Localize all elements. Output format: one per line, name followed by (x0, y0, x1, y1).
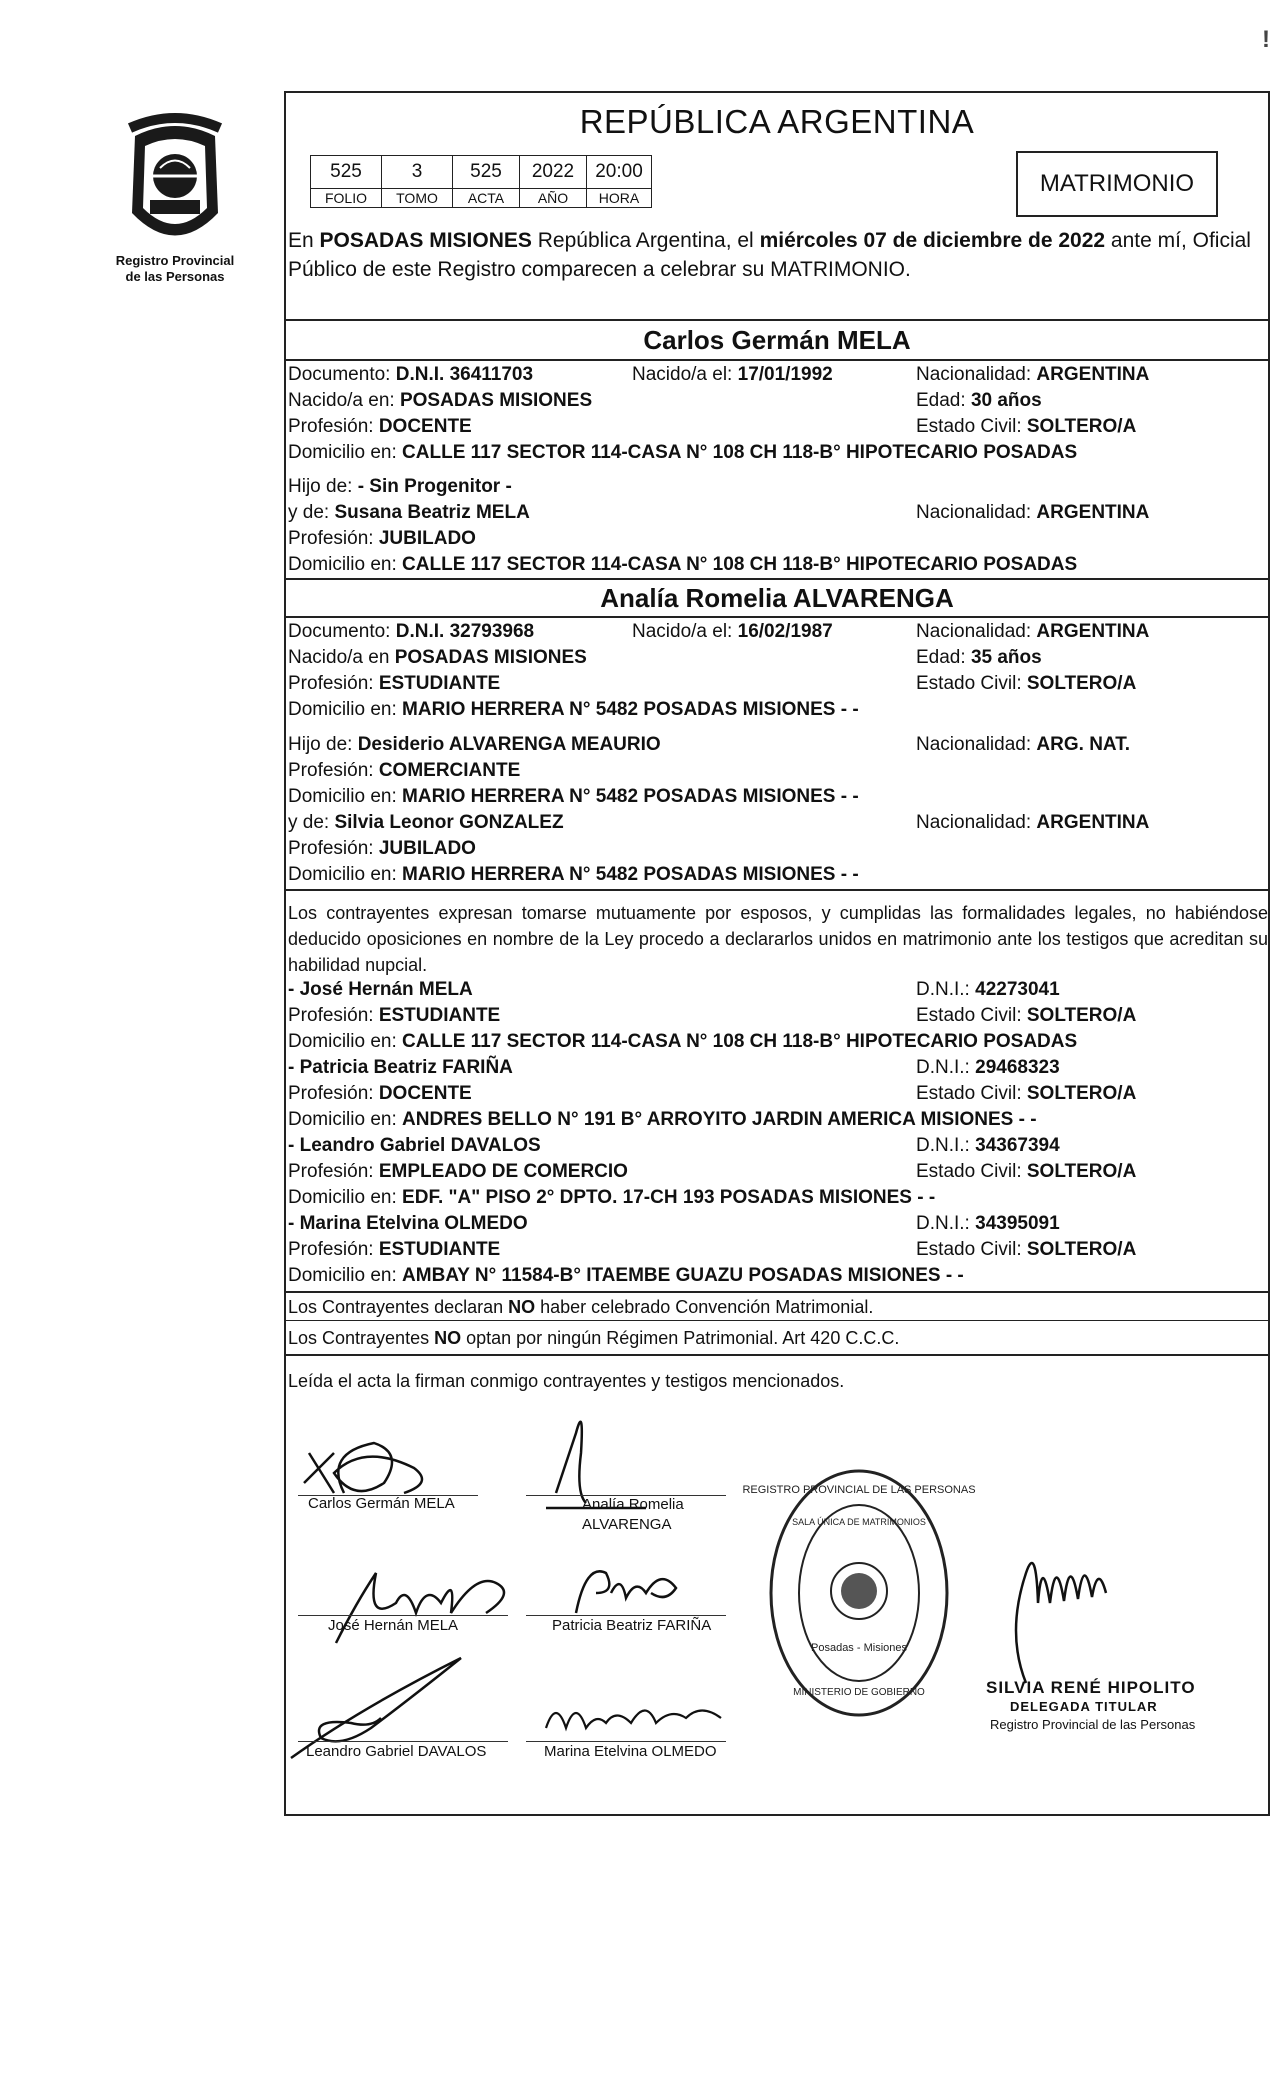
witness1-profession: Profesión: ESTUDIANTE (288, 1005, 501, 1026)
spouse2-father-profession: Profesión: COMERCIANTE (288, 760, 521, 781)
svg-text:Posadas - Misiones: Posadas - Misiones (811, 1642, 907, 1654)
officer-role: DELEGADA TITULAR (1010, 1699, 1158, 1714)
spouse1-father: Hijo de: - Sin Progenitor - (288, 476, 512, 497)
witness3-dni: D.N.I.: 34367394 (916, 1135, 1060, 1156)
divider (286, 1320, 1268, 1321)
country-title: REPÚBLICA ARGENTINA (579, 103, 975, 140)
year-value: 2022 (520, 156, 587, 189)
spouse2-father-address: Domicilio en: MARIO HERRERA N° 5482 POSADAS MISIONES - - (288, 786, 859, 807)
witness4-address: Domicilio en: AMBAY N° 11584-B° ITAEMBE GUAZU POSADAS MISIONES - - (288, 1265, 964, 1286)
page-edge-mark: ! (1262, 26, 1270, 53)
witness1-dni: D.N.I.: 42273041 (916, 979, 1060, 1000)
divider (286, 578, 1268, 580)
declaration-text: Los contrayentes expresan tomarse mutuamente por esposos, y cumplidas las formalidades legales, no habiéndose deducido oposiciones en nombre de la Ley procedo a declararlos unidos en matrimonio ante los testigos que acreditan su habilidad nupcial. (288, 903, 1268, 975)
witness4-civil-status: Estado Civil: SOLTERO/A (916, 1239, 1137, 1260)
registry-seal-icon (742, 1463, 976, 1723)
signer-2: Analía Romelia ALVARENGA (582, 1496, 684, 1533)
witness2-profession: Profesión: DOCENTE (288, 1083, 472, 1104)
spouse1-age: Edad: 30 años (916, 390, 1042, 411)
spouse2-father-nationality: Nacionalidad: ARG. NAT. (916, 734, 1131, 755)
folio-value: 525 (311, 156, 382, 189)
witness1-civil-status: Estado Civil: SOLTERO/A (916, 1005, 1137, 1026)
witness1-name: - José Hernán MELA (288, 979, 473, 1000)
signature-officer (966, 1513, 1136, 1693)
divider (286, 889, 1268, 891)
divider (286, 319, 1268, 321)
witness4-dni: D.N.I.: 34395091 (916, 1213, 1060, 1234)
folio-label: FOLIO (311, 189, 382, 208)
spouse1-mother-nationality: Nacionalidad: ARGENTINA (916, 502, 1150, 523)
svg-text:REGISTRO PROVINCIAL DE LAS PER: REGISTRO PROVINCIAL DE LAS PERSONAS (742, 1484, 976, 1496)
witness2-address: Domicilio en: ANDRES BELLO N° 191 B° ARROYITO JARDIN AMERICA MISIONES - - (288, 1109, 1037, 1130)
officer-name: SILVIA RENÉ HIPOLITO (986, 1678, 1196, 1697)
witness2-dni: D.N.I.: 29468323 (916, 1057, 1060, 1078)
witness3-name: - Leandro Gabriel DAVALOS (288, 1135, 541, 1156)
registry-logo (100, 118, 250, 285)
spouse2-document: Documento: D.N.I. 32793968 (288, 621, 535, 642)
registry-name-1: Registro Provincial (115, 253, 235, 268)
signer-6: Marina Etelvina OLMEDO (544, 1743, 717, 1760)
signature-jose-mela (326, 1543, 526, 1653)
signature-line (298, 1741, 508, 1742)
hour-value: 20:00 (587, 156, 652, 189)
intro-text: En POSADAS MISIONES República Argentina, el miércoles 07 de diciembre de 2022 ante mí, Oficial Público de este Registro comparecen a celebrar su MATRIMONIO. (288, 229, 1251, 281)
divider (286, 1291, 1268, 1293)
spouse1-name: Carlos Germán MELA (643, 325, 911, 355)
record-cells (310, 155, 652, 208)
officer-organization: Registro Provincial de las Personas (990, 1717, 1196, 1732)
signer-1: Carlos Germán MELA (308, 1495, 455, 1512)
signature-marina-olmedo (536, 1688, 736, 1748)
witness3-profession: Profesión: EMPLEADO DE COMERCIO (288, 1161, 628, 1182)
hour-label: HORA (587, 189, 652, 208)
signer-5: Leandro Gabriel DAVALOS (306, 1743, 487, 1760)
registry-name-2: de las Personas (125, 269, 225, 284)
spouse2-mother-nationality: Nacionalidad: ARGENTINA (916, 812, 1150, 833)
spouse1-mother-profession: Profesión: JUBILADO (288, 528, 476, 549)
property-regime-statement: Los Contrayentes NO optan por ningún Régimen Patrimonial. Art 420 C.C.C. (288, 1328, 900, 1348)
spouse2-profession: Profesión: ESTUDIANTE (288, 673, 501, 694)
spouse1-civil-status: Estado Civil: SOLTERO/A (916, 416, 1137, 437)
spouse2-nationality: Nacionalidad: ARGENTINA (916, 621, 1150, 642)
acta-label: ACTA (453, 189, 520, 208)
witness4-name: - Marina Etelvina OLMEDO (288, 1213, 528, 1234)
provincial-emblem-icon (120, 118, 230, 253)
witness2-name: - Patricia Beatriz FARIÑA (288, 1057, 513, 1078)
divider (286, 359, 1268, 361)
divider (286, 1354, 1268, 1356)
signature-line (526, 1615, 726, 1616)
witness3-address: Domicilio en: EDF. "A" PISO 2° DPTO. 17-CH 193 POSADAS MISIONES - - (288, 1187, 936, 1208)
tomo-value: 3 (382, 156, 453, 189)
spouse2-civil-status: Estado Civil: SOLTERO/A (916, 673, 1137, 694)
spouse2-age: Edad: 35 años (916, 647, 1042, 668)
spouse1-profession: Profesión: DOCENTE (288, 416, 472, 437)
spouse1-document: Documento: D.N.I. 36411703 (288, 364, 534, 385)
spouse2-born: Nacido/a el: 16/02/1987 (632, 621, 833, 642)
spouse1-mother-address: Domicilio en: CALLE 117 SECTOR 114-CASA N° 108 CH 118-B° HIPOTECARIO POSADAS (288, 554, 1078, 575)
spouse2-mother: y de: Silvia Leonor GONZALEZ (288, 812, 564, 833)
spouse1-born: Nacido/a el: 17/01/1992 (632, 364, 833, 385)
acta-value: 525 (453, 156, 520, 189)
signature-line (526, 1741, 726, 1742)
witness1-address: Domicilio en: CALLE 117 SECTOR 114-CASA N° 108 CH 118-B° HIPOTECARIO POSADAS (288, 1031, 1078, 1052)
witness3-civil-status: Estado Civil: SOLTERO/A (916, 1161, 1137, 1182)
svg-text:SALA ÚNICA DE MATRIMONIOS: SALA ÚNICA DE MATRIMONIOS (792, 1517, 926, 1527)
spouse2-father: Hijo de: Desiderio ALVARENGA MEAURIO (288, 734, 661, 755)
year-label: AÑO (520, 189, 587, 208)
divider (286, 616, 1268, 618)
convention-statement: Los Contrayentes declaran NO haber celebrado Convención Matrimonial. (288, 1297, 874, 1317)
signer-3: José Hernán MELA (328, 1617, 459, 1634)
witness2-civil-status: Estado Civil: SOLTERO/A (916, 1083, 1137, 1104)
spouse2-name: Analía Romelia ALVARENGA (600, 583, 954, 613)
svg-text:MINISTERIO DE GOBIERNO: MINISTERIO DE GOBIERNO (793, 1687, 925, 1698)
spouse2-mother-profession: Profesión: JUBILADO (288, 838, 476, 859)
certificate-frame (284, 91, 1270, 1816)
signature-patricia-farina (566, 1553, 696, 1623)
spouse2-mother-address: Domicilio en: MARIO HERRERA N° 5482 POSADAS MISIONES - - (288, 864, 859, 885)
spouse2-address: Domicilio en: MARIO HERRERA N° 5482 POSADAS MISIONES - - (288, 699, 859, 720)
spouse1-address: Domicilio en: CALLE 117 SECTOR 114-CASA N° 108 CH 118-B° HIPOTECARIO POSADAS (288, 442, 1078, 463)
tomo-label: TOMO (382, 189, 453, 208)
spouse1-birthplace: Nacido/a en: POSADAS MISIONES (288, 390, 593, 411)
spouse1-nationality: Nacionalidad: ARGENTINA (916, 364, 1150, 385)
closing-text: Leída el acta la firman conmigo contrayentes y testigos mencionados. (288, 1371, 845, 1391)
record-type: MATRIMONIO (1016, 151, 1218, 217)
signer-4: Patricia Beatriz FARIÑA (552, 1617, 712, 1634)
spouse2-birthplace: Nacido/a en POSADAS MISIONES (288, 647, 587, 668)
spouse1-mother: y de: Susana Beatriz MELA (288, 502, 530, 523)
witness4-profession: Profesión: ESTUDIANTE (288, 1239, 501, 1260)
signature-line (298, 1615, 508, 1616)
